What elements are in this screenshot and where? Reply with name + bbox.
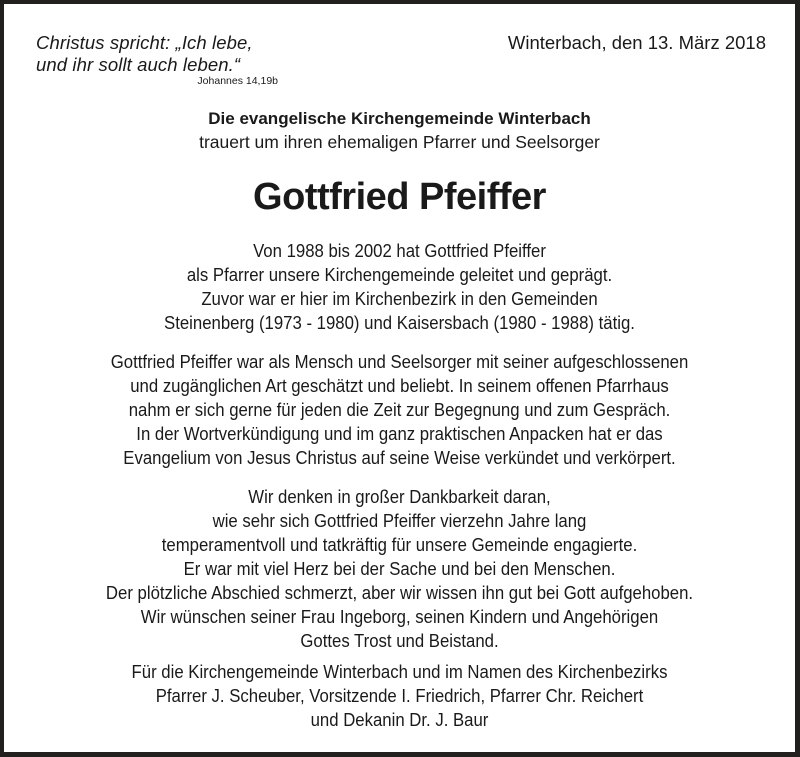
verse-line: und ihr sollt auch leben.“ bbox=[36, 54, 241, 75]
text-line: Wir denken in großer Dankbarkeit daran, bbox=[248, 487, 551, 507]
text-line: temperamentvoll und tatkräftig für unsere Gemeinde engagierte. bbox=[161, 535, 638, 555]
text-line: Von 1988 bis 2002 hat Gottfried Pfeiffer bbox=[253, 241, 546, 261]
text-line: als Pfarrer unsere Kirchengemeinde geleitet und geprägt. bbox=[186, 265, 613, 285]
paragraph-gratitude bbox=[32, 485, 768, 653]
obituary-notice bbox=[4, 4, 795, 752]
text-line: Er war mit viel Herz bei der Sache und bei den Menschen. bbox=[183, 559, 616, 579]
verse-reference: Johannes 14,19b bbox=[197, 75, 278, 87]
text-line: Steinenberg (1973 - 1980) und Kaisersbach (1980 - 1988) tätig. bbox=[164, 313, 635, 333]
text-line: wie sehr sich Gottfried Pfeiffer vierzehn Jahre lang bbox=[212, 511, 587, 531]
bible-verse bbox=[36, 32, 286, 87]
text-line: Für die Kirchengemeinde Winterbach und im Namen des Kirchenbezirks bbox=[131, 662, 668, 682]
organization-name: Die evangelische Kirchengemeinde Winterbach bbox=[208, 109, 591, 128]
text-line: Pfarrer J. Scheuber, Vorsitzende I. Friedrich, Pfarrer Chr. Reichert bbox=[155, 686, 644, 706]
intro-text: trauert um ihren ehemaligen Pfarrer und Seelsorger bbox=[199, 132, 600, 152]
deceased-name: Gottfried Pfeiffer bbox=[253, 176, 546, 218]
text-line: In der Wortverkündigung und im ganz praktischen Anpacken hat er das bbox=[136, 424, 663, 444]
verse-line: Christus spricht: „Ich lebe, bbox=[36, 32, 253, 53]
text-line: Der plötzliche Abschied schmerzt, aber wir wissen ihn gut bei Gott aufgehoben. bbox=[105, 583, 694, 603]
text-line: und Dekanin Dr. J. Baur bbox=[310, 710, 489, 730]
text-line: und zugänglichen Art geschätzt und beliebt. In seinem offenen Pfarrhaus bbox=[130, 376, 669, 396]
signatures bbox=[32, 660, 768, 732]
text-line: Gottfried Pfeiffer war als Mensch und Seelsorger mit seiner aufgeschlossenen bbox=[110, 352, 689, 372]
paragraph-character bbox=[32, 350, 768, 470]
paragraph-career bbox=[32, 239, 768, 335]
place-date: Winterbach, den 13. März 2018 bbox=[507, 32, 766, 53]
text-line: Evangelium von Jesus Christus auf seine Weise verkündet und verkörpert. bbox=[123, 448, 676, 468]
text-line: Zuvor war er hier im Kirchenbezirk in den Gemeinden bbox=[201, 289, 598, 309]
text-line: nahm er sich gerne für jeden die Zeit zur Begegnung und zum Gespräch. bbox=[128, 400, 671, 420]
text-line: Wir wünschen seiner Frau Ingeborg, seinen Kindern und Angehörigen bbox=[140, 607, 659, 627]
text-line: Gottes Trost und Beistand. bbox=[300, 631, 499, 651]
